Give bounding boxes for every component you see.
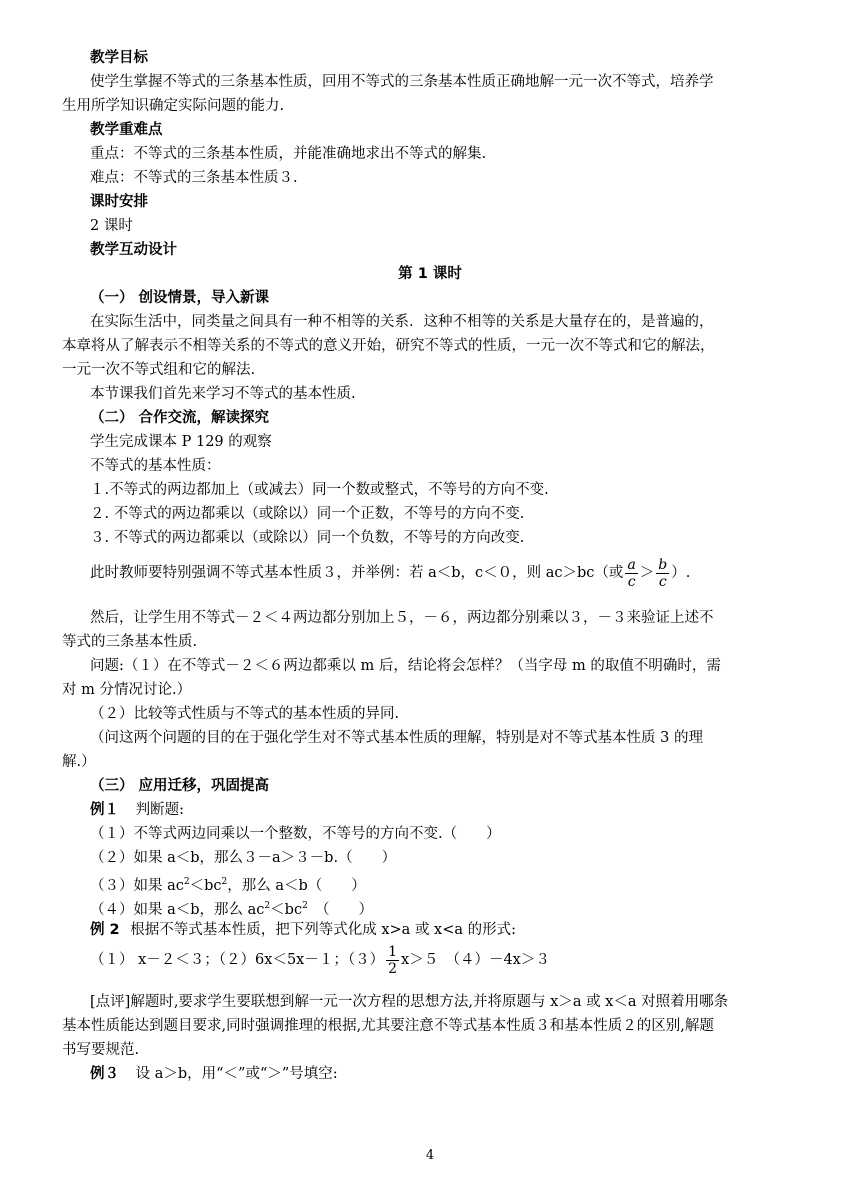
superscript-2: 2 xyxy=(264,901,271,911)
heading-teaching-goal: 教学目标 xyxy=(90,50,148,66)
property-3: ３. 不等式的两边都乘以（或除以）同一个负数，不等号的方向改变. xyxy=(90,530,525,546)
item-4-part-c: （ ） xyxy=(307,901,374,918)
example-1-item-2: （２）如果 a＜b，那么３－a＞３－b.（ ） xyxy=(90,850,397,866)
heading-key-points: 教学重难点 xyxy=(90,122,163,138)
section-1-title: （一） 创设情景，导入新课 xyxy=(90,290,270,306)
example-1-heading xyxy=(90,800,184,820)
fraction-a-over-c xyxy=(625,557,637,590)
fraction-numerator: a xyxy=(627,556,636,573)
example-2-items xyxy=(90,942,550,978)
schedule-line: 2 课时 xyxy=(90,218,133,234)
heading-schedule: 课时安排 xyxy=(90,194,148,210)
example-3-label: 例３ xyxy=(90,1066,119,1082)
comment-line-2: 基本性质能达到题目要求,同时强调推理的根据,尤其要注意不等式基本性质３和基本性质２的区别,解题 xyxy=(62,1018,714,1034)
difficult-point-line: 难点：不等式的三条基本性质３. xyxy=(90,170,298,186)
example-1-item-1: （１）不等式两边同乘以一个整数，不等号的方向不变.（ ） xyxy=(90,826,501,842)
lesson-title: 第 1 课时 xyxy=(398,266,462,282)
section-2-line-1: 学生完成课本 P 129 的观察 xyxy=(90,434,272,450)
item-3-part-c: ，那么 a＜b（ ） xyxy=(227,877,366,894)
example-2-label: 例 2 xyxy=(90,922,120,938)
emphasis-gt: ＞ xyxy=(639,565,655,581)
then-line-1: 然后，让学生用不等式－２＜４两边都分别加上５，－６，两边都分别乘以３，－３来验证上述不 xyxy=(90,610,714,626)
question-line-2: 对 m 分情况讨论.） xyxy=(62,682,192,698)
example-1-item-3 xyxy=(90,872,366,896)
item-4-part-a: （４）如果 a＜b，那么 ac xyxy=(90,901,265,918)
question-line-1: 问题:（１）在不等式－２＜６两边都乘以 m 后，结论将会怎样？（当字母 m 的取值不明确时，需 xyxy=(90,658,721,674)
property-2: ２. 不等式的两边都乘以（或除以）同一个正数，不等号的方向不变. xyxy=(90,506,525,522)
section-2-line-2: 不等式的基本性质： xyxy=(90,458,221,474)
example-1-label: 例１ xyxy=(90,802,119,818)
example-2-text: 根据不等式基本性质，把下列等式化成 x>a 或 x<a 的形式: xyxy=(130,922,517,938)
section-1-para-line-3: 一元一次不等式组和它的解法. xyxy=(62,362,256,378)
example-3-heading xyxy=(90,1064,338,1084)
question-line-4: （问这两个问题的目的在于强化学生对不等式基本性质的理解，特别是对不等式基本性质 3 的理 xyxy=(90,730,703,746)
example-2-items-part-a: （１） x－２＜３；（２）6x＜5x－１；（３） xyxy=(90,952,385,968)
example-1-text: 判断题: xyxy=(135,802,184,818)
section-2-title: （二） 合作交流，解读探究 xyxy=(90,410,270,426)
item-3-part-a: （３）如果 ac xyxy=(90,877,184,894)
property-1: １.不等式的两边都加上（或减去）同一个数或整式，不等号的方向不变. xyxy=(90,482,549,498)
item-4-part-b: ＜bc xyxy=(270,901,303,918)
question-line-5: 解.） xyxy=(62,754,96,770)
goal-line-2: 生用所学知识确定实际问题的能力. xyxy=(62,98,285,114)
example-2-items-part-b: x＞５ （４）－4x＞３ xyxy=(401,952,550,968)
item-3-part-b: ＜bc xyxy=(189,877,222,894)
superscript-2: 2 xyxy=(221,877,228,887)
section-1-para-line-4: 本节课我们首先来学习不等式的基本性质. xyxy=(90,386,356,402)
question-line-3: （２）比较等式性质与不等式的基本性质的异同. xyxy=(90,706,400,722)
heading-interactive-design: 教学互动设计 xyxy=(90,242,177,258)
fraction-denominator: c xyxy=(658,573,667,590)
example-1-item-4 xyxy=(90,896,373,920)
example-2-heading xyxy=(90,920,516,940)
fraction-denominator: 2 xyxy=(388,960,398,977)
comment-line-1: [点评]解题时,要求学生要联想到解一元一次方程的思想方法,并将原题与 x＞a 或 x＜a 对照着用哪条 xyxy=(90,994,729,1010)
fraction-numerator: 1 xyxy=(388,943,398,960)
emphasis-line xyxy=(90,556,690,590)
page-number: 4 xyxy=(425,1148,435,1163)
fraction-b-over-c xyxy=(656,557,669,590)
emphasis-text-a: 此时教师要特别强调不等式基本性质３，并举例：若 a＜b，c＜０，则 ac＞bc（或 xyxy=(90,565,624,581)
superscript-2: 2 xyxy=(302,901,308,911)
emphasis-text-b: ）. xyxy=(671,565,691,581)
superscript-2: 2 xyxy=(183,877,190,887)
example-3-text: 设 a＞b，用“＜”或“＞”号填空: xyxy=(135,1066,338,1082)
fraction-one-half xyxy=(386,944,399,977)
fraction-denominator: c xyxy=(627,573,636,590)
then-line-2: 等式的三条基本性质. xyxy=(62,634,198,650)
comment-line-3: 书写要规范. xyxy=(62,1042,140,1058)
section-1-para-line-2: 本章将从了解表示不相等关系的不等式的意义开始，研究不等式的性质，一元一次不等式和它的解法， xyxy=(62,338,715,354)
section-1-para-line-1: 在实际生活中，同类量之间具有一种不相等的关系．这种不相等的关系是大量存在的，是普遍的， xyxy=(90,314,714,330)
section-3-title: （三） 应用迁移，巩固提高 xyxy=(90,778,270,794)
key-point-line: 重点：不等式的三条基本性质，并能准确地求出不等式的解集. xyxy=(90,146,487,162)
fraction-numerator: b xyxy=(658,556,668,573)
goal-line-1: 使学生掌握不等式的三条基本性质，回用不等式的三条基本性质正确地解一元一次不等式，培养学 xyxy=(90,74,714,90)
